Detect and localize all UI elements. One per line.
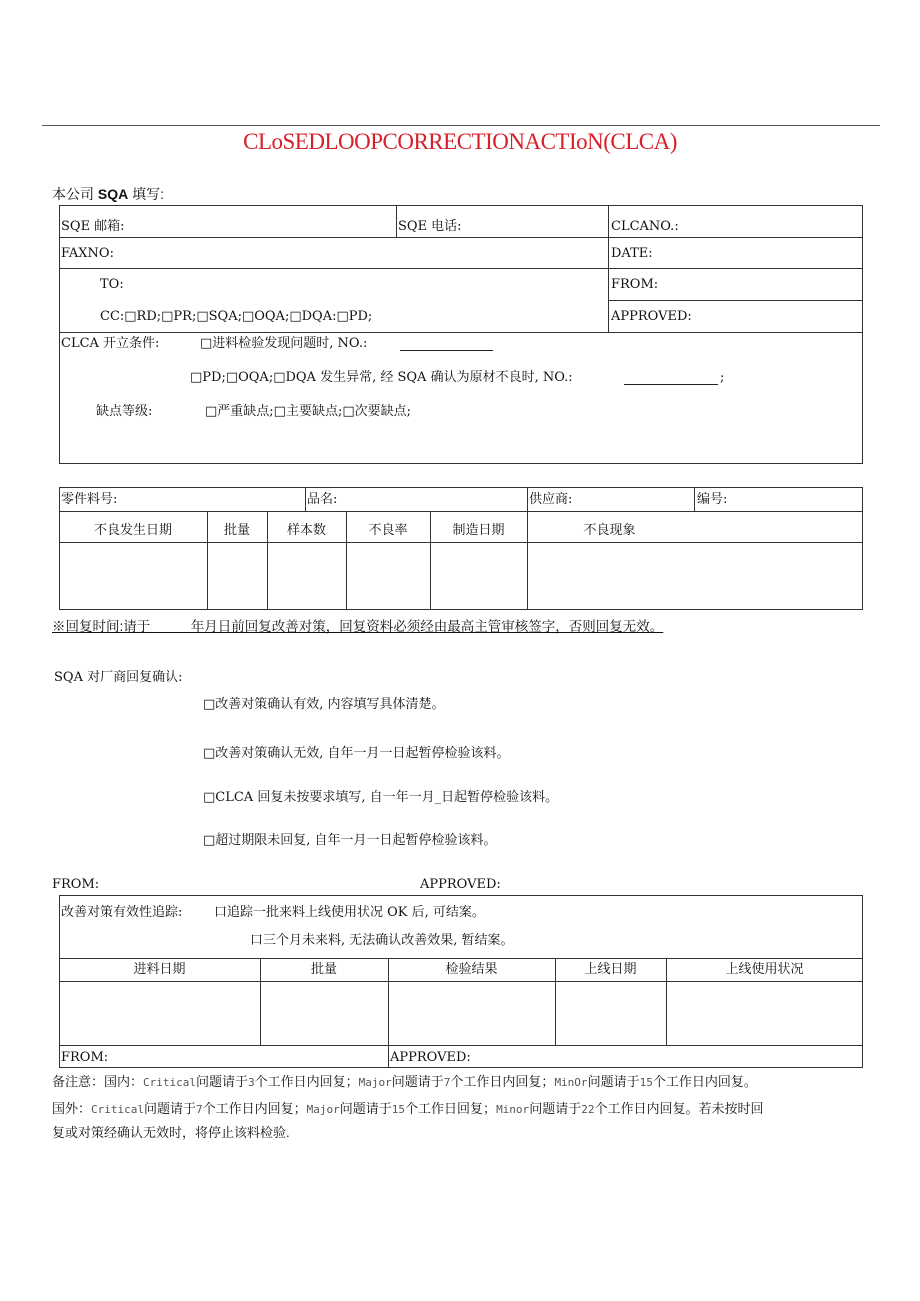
note-segment: 7 (196, 1103, 203, 1116)
note-segment: 个工作日内回复。 (652, 1074, 757, 1089)
part-table (59, 487, 863, 610)
note-line-overseas (52, 1097, 882, 1122)
sqa-confirm-heading: SQA 对厂商回复确认: (54, 670, 183, 685)
note-segment: 问题请于 (529, 1101, 582, 1116)
condition-1-no-line[interactable] (400, 350, 493, 351)
sqa-info-table (59, 205, 863, 464)
header-batch: 批量 (310, 962, 337, 977)
header-sample-size: 样本数 (286, 523, 326, 538)
top-rule (42, 125, 880, 126)
note-segment: Minor (496, 1103, 530, 1116)
condition-2-end: ; (720, 370, 725, 385)
defect-level-checkboxes[interactable]: □严重缺点;□主要缺点;□次要缺点; (205, 404, 411, 419)
tracking-ok-checkbox[interactable]: 口追踪一批来料上线使用状况 OK 后, 可结案。 (214, 905, 485, 920)
part-name-field[interactable]: 品名: (307, 492, 338, 507)
header-incoming-date: 进料日期 (133, 962, 186, 977)
approved-field[interactable]: APPROVED: (611, 309, 692, 324)
sqe-email-field[interactable]: SQE 邮箱: (61, 219, 125, 234)
sqe-phone-field[interactable]: SQE 电话: (398, 219, 462, 234)
confirm-overdue-checkbox[interactable]: □超过期限未回复, 自年一月一日起暂停检验该料。 (203, 833, 497, 848)
cc-checkboxes[interactable]: CC:□RD;□PR;□SQA;□OQA;□DQA:□PD; (100, 309, 373, 324)
note-segment: 问题请于 (144, 1101, 197, 1116)
note-segment: 15 (391, 1103, 406, 1116)
part-no-field[interactable]: 零件料号: (61, 492, 118, 507)
supplier-field[interactable]: 供应商: (529, 492, 573, 507)
header-defect-phenomenon: 不良现象 (583, 523, 636, 538)
tracking-from-field[interactable]: FROM: (61, 1050, 109, 1065)
tracking-label: 改善对策有效性追踪: (61, 905, 183, 920)
note-segment: 个工作日内回复； (202, 1101, 307, 1116)
header-defect-date: 不良发生日期 (93, 523, 172, 538)
clca-no-field[interactable]: CLCANO.: (611, 219, 679, 234)
note-segment: 问题请于 (587, 1074, 640, 1089)
note-segment: 问题请于 (196, 1074, 249, 1089)
note-segment: 个工作日回复； (405, 1101, 497, 1116)
confirm-invalid-checkbox[interactable]: □改善对策确认无效, 自年一月一日起暂停检验该料。 (203, 746, 510, 761)
page-title: CLoSEDLOOPCORRECTIONACTIoN(CLCA) (243, 129, 677, 154)
header-online-date: 上线日期 (584, 962, 637, 977)
note-segment: 个工作日内回复。若未按时回 (594, 1101, 764, 1116)
heading-suffix: 填写: (132, 186, 165, 202)
note-segment: 15 (639, 1076, 653, 1089)
tracking-approved-field[interactable]: APPROVED: (390, 1050, 471, 1065)
clca-condition-label: CLCA 开立条件: (61, 336, 160, 351)
condition-abnormal-checkbox[interactable]: □PD;□OQA;□DQA 发生异常, 经 SQA 确认为原材不良时, NO.: (190, 370, 573, 385)
note-segment: MinOr (554, 1076, 588, 1089)
note-segment: 个工作日内回复； (450, 1074, 555, 1089)
section-heading (52, 184, 164, 204)
note-line-end: 复或对策经确认无效时，将停止该料检验. (52, 1125, 290, 1140)
fax-no-field[interactable]: FAXNO: (61, 246, 114, 261)
note-segment: 个工作日内回复； (254, 1074, 359, 1089)
heading-sqa: SQA (97, 186, 129, 202)
note-segment: Major (358, 1076, 392, 1089)
note-segment: 22 (581, 1103, 595, 1116)
condition-2-no-line[interactable] (624, 384, 718, 385)
condition-incoming-checkbox[interactable]: □进料检验发现问题时, NO.: (200, 336, 368, 351)
heading-prefix: 本公司 (52, 186, 94, 202)
defect-level-label: 缺点等级: (96, 404, 153, 419)
confirm-effective-checkbox[interactable]: □改善对策确认有效, 内容填写具体清楚。 (203, 697, 445, 712)
date-field[interactable]: DATE: (611, 246, 653, 261)
confirm-not-compliant-checkbox[interactable]: □CLCA 回复未按要求填写, 自一年一月_日起暂停检验该料。 (203, 790, 559, 805)
to-field[interactable]: TO: (100, 277, 124, 292)
header-lot-size: 批量 (223, 523, 250, 538)
note-segment: Critical (143, 1076, 196, 1089)
note-line-domestic (52, 1070, 882, 1095)
tracking-no-material-checkbox[interactable]: 口三个月未来料, 无法确认改善效果, 暂结案。 (250, 933, 514, 948)
reply-deadline-note: ※回复时间:请于 年月日前回复改善对策，回复资料必须经由最高主管审核签字，否则回复无效。 (52, 619, 664, 634)
note-segment: Major (306, 1103, 340, 1116)
note-segment: 7 (443, 1076, 451, 1089)
header-inspection-result: 检验结果 (445, 962, 498, 977)
note-segment: 3 (248, 1076, 255, 1089)
note-segment: 问题请于 (339, 1101, 392, 1116)
serial-field[interactable]: 编号: (697, 492, 728, 507)
sqa-approved-field[interactable]: APPROVED: (420, 877, 501, 892)
note-segment: 国外： (52, 1101, 92, 1116)
from-field[interactable]: FROM: (611, 277, 659, 292)
note-segment: 问题请于 (391, 1074, 444, 1089)
header-defect-rate: 不良率 (368, 523, 408, 538)
sqa-from-field[interactable]: FROM: (52, 877, 100, 892)
header-mfg-date: 制造日期 (452, 523, 505, 538)
note-segment: 备注意：国内： (52, 1074, 144, 1089)
note-segment: Critical (91, 1103, 144, 1116)
header-online-status: 上线使用状况 (725, 962, 804, 977)
